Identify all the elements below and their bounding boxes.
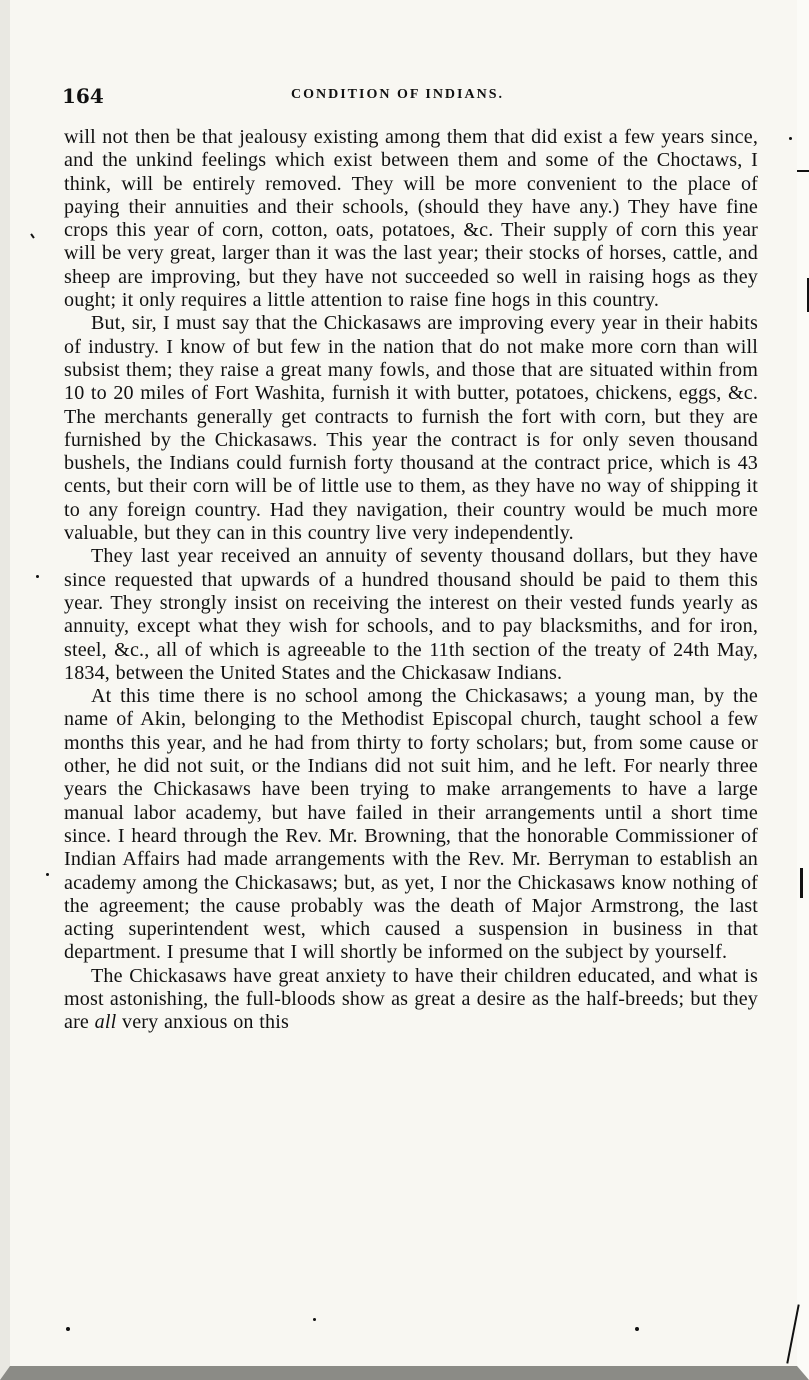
print-speck [313, 1318, 316, 1321]
paragraph-education [64, 965, 758, 1035]
print-speck [46, 873, 49, 876]
print-speck [635, 1327, 639, 1331]
education-text-tail: very anxious on this [116, 1011, 289, 1034]
print-speck [30, 233, 35, 238]
paragraph-school: At this time there is no school among the Chickasaws; a young man, by the name of Akin, belonging to the Methodist Episcopal church, taught school a few months this year, and he had from thirty to forty scholars; but, from some cause or other, he did not suit, or the Indians did not suit him, and he left. For nearly three years the Chickasaws have been trying to make arrangements to have a large manual labor academy, but have failed in their arrangements until a short time since. I heard through the Rev. Mr. Browning, that the honorable Commissioner of Indian Affairs had made arrangements with the Rev. Mr. Berryman to establish an academy among the Chickasaws; but, as yet, I nor the Chickasaws know nothing of the agreement; the cause probably was the death of Major Armstrong, the last acting superintendent west, which caused a suspension in business in that department. I presume that I will shortly be informed on the subject by yourself. [64, 685, 758, 964]
education-emphasis: all [94, 1011, 117, 1034]
paragraph-annuity: They last year received an annuity of seventy thousand dollars, but they have since requested that upwards of a hundred thousand should be paid to them this year. They strongly insist on receiving the interest on their vested funds yearly as annuity, except what they wish for schools, and to pay blacksmiths, and for iron, steel, &c., all of which is agreeable to the 11th section of the treaty of 24th May, 1834, between the United States and the Chickasaw Indians. [64, 545, 758, 684]
print-speck [36, 575, 39, 578]
margin-mark [786, 1304, 799, 1363]
margin-mark [800, 868, 803, 898]
paragraph-industry: But, sir, I must say that the Chickasaws are improving every year in their habits of industry. I know of but few in the nation that do not make more corn than will subsist them; they raise a great many fowls, and those that are situated within from 10 to 20 miles of Fort Washita, furnish it with butter, potatoes, chickens, eggs, &c. The merchants generally get contracts to furnish the fort with corn, but they are furnished by the Chickasaws. This year the contract is for only seven thousand bushels, the Indians could furnish forty thousand at the contract price, which is 43 cents, but their corn will be of little use to them, as they have no way of shipping it to any foreign country. Had they navigation, their country would be much more valuable, but they can in this country live very independently. [64, 312, 758, 545]
education-text-lead: The Chickasaws have great anxiety to have their children educated, and what is most astonishing, the full-bloods show as great a desire as the half-breeds; but they are [64, 964, 758, 1034]
paragraph-continued: will not then be that jealousy existing among them that did exist a few years since, and the unkind feelings which exist between them and some of the Choctaws, I think, will be entirely removed. They will be more convenient to the place of paying their annuities and their schools, (should they have any.) They have fine crops this year of corn, cotton, oats, potatoes, &c. Their supply of corn this year will be very great, larger than it was the last year; their stocks of horses, cattle, and sheep are improving, but they have not succeeded so well in raising hogs as they ought; it only requires a little attention to raise fine hogs in this country. [64, 126, 758, 312]
body-text [64, 126, 758, 1035]
print-speck [66, 1327, 70, 1331]
page-number: 164 [62, 84, 104, 108]
running-title: CONDITION OF INDIANS. [291, 87, 505, 102]
print-speck [797, 170, 809, 172]
print-speck [789, 137, 792, 140]
running-head [62, 86, 762, 110]
